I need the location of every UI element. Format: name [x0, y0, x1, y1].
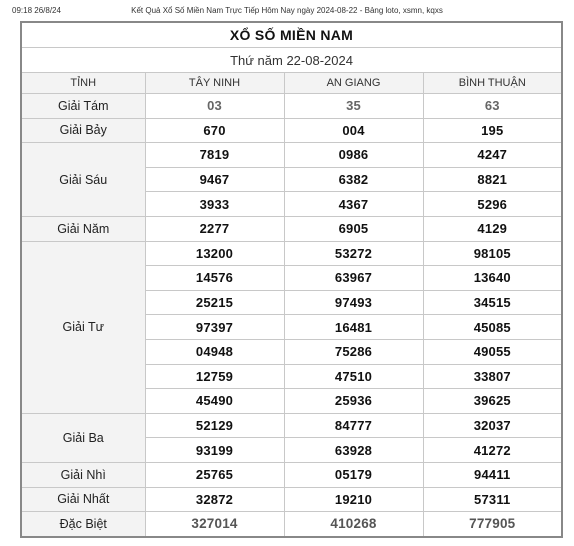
prize-number: 6905 [284, 216, 423, 241]
prize-row-giai-nhi [21, 462, 562, 487]
prize-number: 7819 [145, 143, 284, 168]
prize-number: 98105 [423, 241, 562, 266]
prize-number: 8821 [423, 167, 562, 192]
prize-row-giai-tam [21, 94, 562, 119]
prize-number: 6382 [284, 167, 423, 192]
prize-number: 57311 [423, 487, 562, 512]
prize-row-giai-nhat [21, 487, 562, 512]
prize-row-giai-sau [21, 143, 562, 168]
prize-label: Giải Nhì [21, 462, 145, 487]
prize-number: 05179 [284, 462, 423, 487]
header-province-binh-thuan: BÌNH THUẬN [423, 73, 562, 94]
draw-date: Thứ năm 22-08-2024 [21, 48, 562, 73]
prize-number: 5296 [423, 192, 562, 217]
prize-label: Giải Bảy [21, 118, 145, 143]
prize-number: 04948 [145, 339, 284, 364]
prize-number: 13200 [145, 241, 284, 266]
special-prize-number: 777905 [423, 512, 562, 537]
prize-number: 49055 [423, 339, 562, 364]
header-province-an-giang: AN GIANG [284, 73, 423, 94]
prize-number: 34515 [423, 290, 562, 315]
prize-number: 45490 [145, 389, 284, 414]
prize-number: 03 [145, 94, 284, 119]
prize-number: 52129 [145, 413, 284, 438]
special-prize-number: 410268 [284, 512, 423, 537]
prize-number: 97493 [284, 290, 423, 315]
prize-label: Giải Tư [21, 241, 145, 413]
prize-number: 195 [423, 118, 562, 143]
prize-label: Giải Ba [21, 413, 145, 462]
prize-label: Giải Tám [21, 94, 145, 119]
prize-number: 4129 [423, 216, 562, 241]
prize-number: 33807 [423, 364, 562, 389]
prize-number: 63967 [284, 266, 423, 291]
prize-number: 9467 [145, 167, 284, 192]
prize-number: 25765 [145, 462, 284, 487]
header-tinh: TỈNH [21, 73, 145, 94]
prize-number: 63928 [284, 438, 423, 463]
prize-number: 97397 [145, 315, 284, 340]
prize-number: 25936 [284, 389, 423, 414]
prize-number: 53272 [284, 241, 423, 266]
table-title: XỔ SỐ MIỀN NAM [21, 22, 562, 48]
prize-row-giai-bay [21, 118, 562, 143]
prize-label: Giải Sáu [21, 143, 145, 217]
prize-number: 94411 [423, 462, 562, 487]
prize-number: 0986 [284, 143, 423, 168]
prize-number: 75286 [284, 339, 423, 364]
prize-number: 12759 [145, 364, 284, 389]
prize-row-giai-tu [21, 241, 562, 266]
prize-row-giai-nam [21, 216, 562, 241]
prize-number: 47510 [284, 364, 423, 389]
prize-number: 25215 [145, 290, 284, 315]
prize-number: 19210 [284, 487, 423, 512]
print-page-title: Kết Quả Xổ Số Miền Nam Trực Tiếp Hôm Nay ngày 2024-08-22 - Bảng loto, xsmn, kqxs [131, 6, 443, 15]
prize-label: Giải Nhất [21, 487, 145, 512]
prize-row-dac-biet [21, 512, 562, 537]
prize-number: 41272 [423, 438, 562, 463]
prize-number: 16481 [284, 315, 423, 340]
prize-number: 32872 [145, 487, 284, 512]
prize-number: 32037 [423, 413, 562, 438]
prize-number: 3933 [145, 192, 284, 217]
prize-number: 45085 [423, 315, 562, 340]
prize-row-giai-ba [21, 413, 562, 438]
prize-number: 13640 [423, 266, 562, 291]
prize-number: 35 [284, 94, 423, 119]
prize-number: 670 [145, 118, 284, 143]
prize-number: 14576 [145, 266, 284, 291]
prize-number: 84777 [284, 413, 423, 438]
results-table [20, 21, 563, 538]
prize-number: 004 [284, 118, 423, 143]
special-prize-number: 327014 [145, 512, 284, 537]
prize-number: 2277 [145, 216, 284, 241]
prize-number: 93199 [145, 438, 284, 463]
prize-label: Giải Năm [21, 216, 145, 241]
print-header [12, 6, 562, 18]
prize-number: 4247 [423, 143, 562, 168]
prize-number: 4367 [284, 192, 423, 217]
prize-number: 63 [423, 94, 562, 119]
prize-label: Đặc Biệt [21, 512, 145, 537]
print-timestamp: 09:18 26/8/24 [12, 6, 61, 15]
prize-number: 39625 [423, 389, 562, 414]
header-province-tay-ninh: TÂY NINH [145, 73, 284, 94]
